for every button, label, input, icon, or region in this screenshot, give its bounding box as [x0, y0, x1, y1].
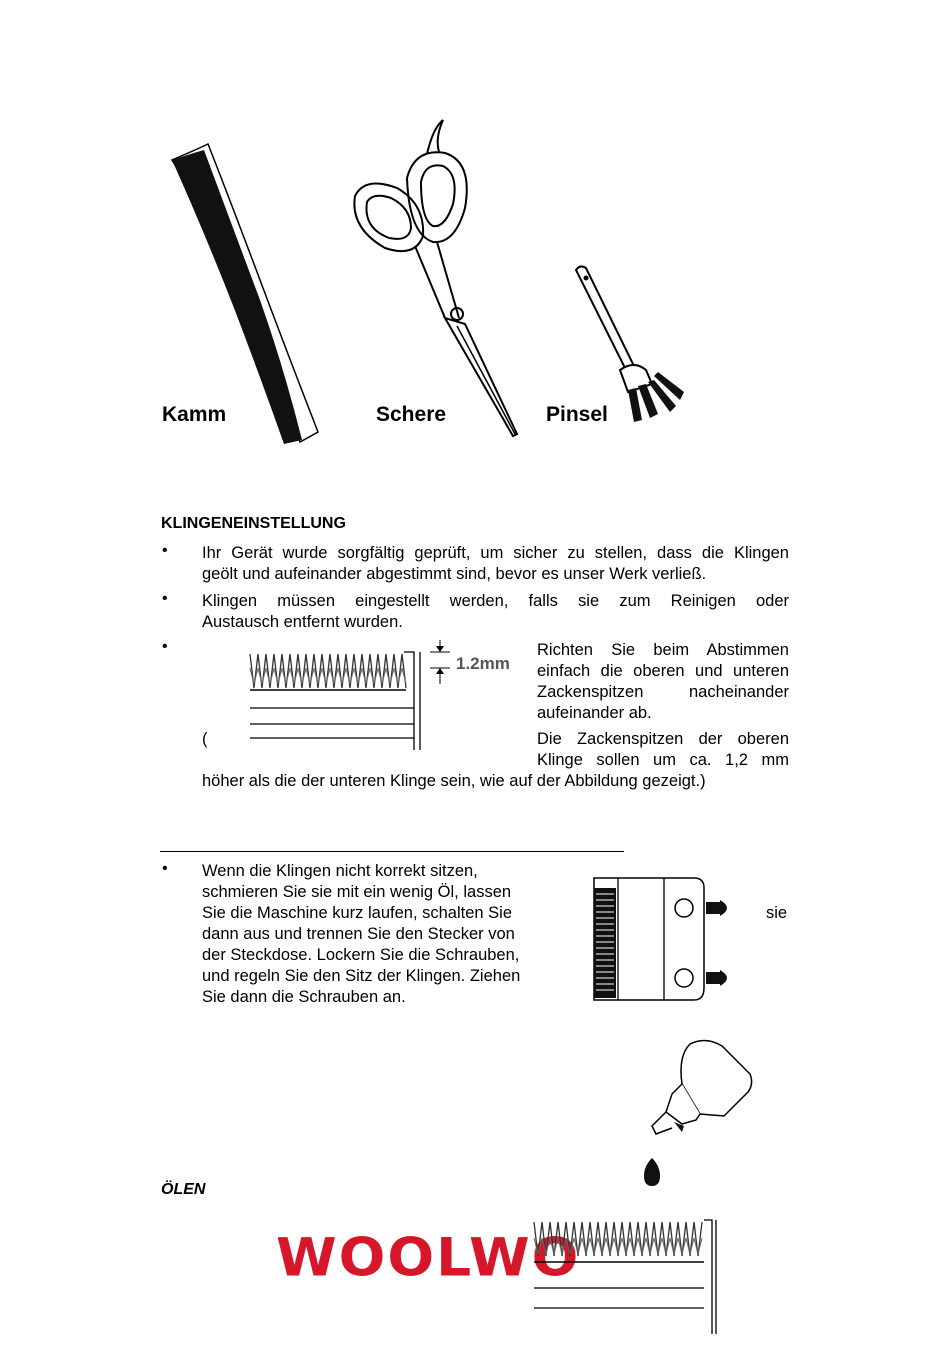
paragraph-line: Die Zackenspitzen der oberen	[537, 730, 789, 748]
paragraph-line: geölt und aufeinander abgestimmt sind, bevor es unser Werk verließ.	[202, 565, 707, 583]
paragraph-line: und regeln Sie den Sitz der Klingen. Ziehen	[202, 967, 521, 985]
section-divider	[160, 851, 624, 852]
section-heading-oiling: ÖLEN	[161, 1181, 206, 1198]
paragraph-line: aufeinander ab.	[537, 704, 652, 722]
paragraph-line: Zackenspitzen nacheinander	[537, 683, 789, 701]
comb-label: Kamm	[162, 403, 227, 426]
paragraph-line: schmieren Sie sie mit ein wenig Öl, lassen	[202, 883, 512, 901]
paragraph-line: sie	[766, 904, 788, 922]
paragraph-line: Ihr Gerät wurde sorgfältig geprüft, um sicher zu stellen, dass die Klingen	[202, 544, 789, 562]
paragraph-line: Klinge sollen um ca. 1,2 mm	[537, 751, 789, 769]
paragraph-line: Wenn die Klingen nicht korrekt sitzen,	[202, 862, 478, 880]
scissors-illustration	[345, 118, 535, 448]
bullet-icon: •	[162, 590, 168, 607]
paragraph-line: Austausch entfernt wurden.	[202, 613, 403, 631]
scissors-label: Schere	[376, 403, 447, 426]
paren-open: (	[202, 730, 208, 748]
bullet-icon: •	[162, 542, 168, 559]
paragraph-line: dann aus und trennen Sie den Stecker von	[202, 925, 515, 943]
blade-alignment-diagram	[244, 638, 534, 756]
section-heading-blade-adjustment: KLINGENEINSTELLUNG	[161, 515, 346, 532]
bullet-icon: •	[162, 860, 168, 877]
woolworth-logo	[276, 1227, 581, 1290]
oil-bottle-illustration	[632, 1036, 756, 1192]
bullet-icon: •	[162, 638, 168, 655]
brush-label: Pinsel	[546, 403, 608, 426]
measurement-label: 1.2mm	[456, 654, 510, 673]
paragraph-line: Klingen müssen eingestellt werden, falls sie zum Reinigen oder	[202, 592, 789, 610]
paragraph-line: höher als die der unteren Klinge sein, wie auf der Abbildung gezeigt.)	[202, 772, 706, 790]
logo-text: WOOLWO	[276, 1227, 581, 1288]
blade-side-diagram	[528, 1218, 720, 1336]
blade-head-screws-diagram	[588, 872, 743, 1014]
paragraph-line: einfach die oberen und unteren	[537, 662, 789, 680]
paragraph-line: Sie die Maschine kurz laufen, schalten Sie	[202, 904, 513, 922]
paragraph-line: Sie dann die Schrauben an.	[202, 988, 406, 1006]
paragraph-line: Richten Sie beim Abstimmen	[537, 641, 789, 659]
paragraph-line: der Steckdose. Lockern Sie die Schrauben,	[202, 946, 520, 964]
